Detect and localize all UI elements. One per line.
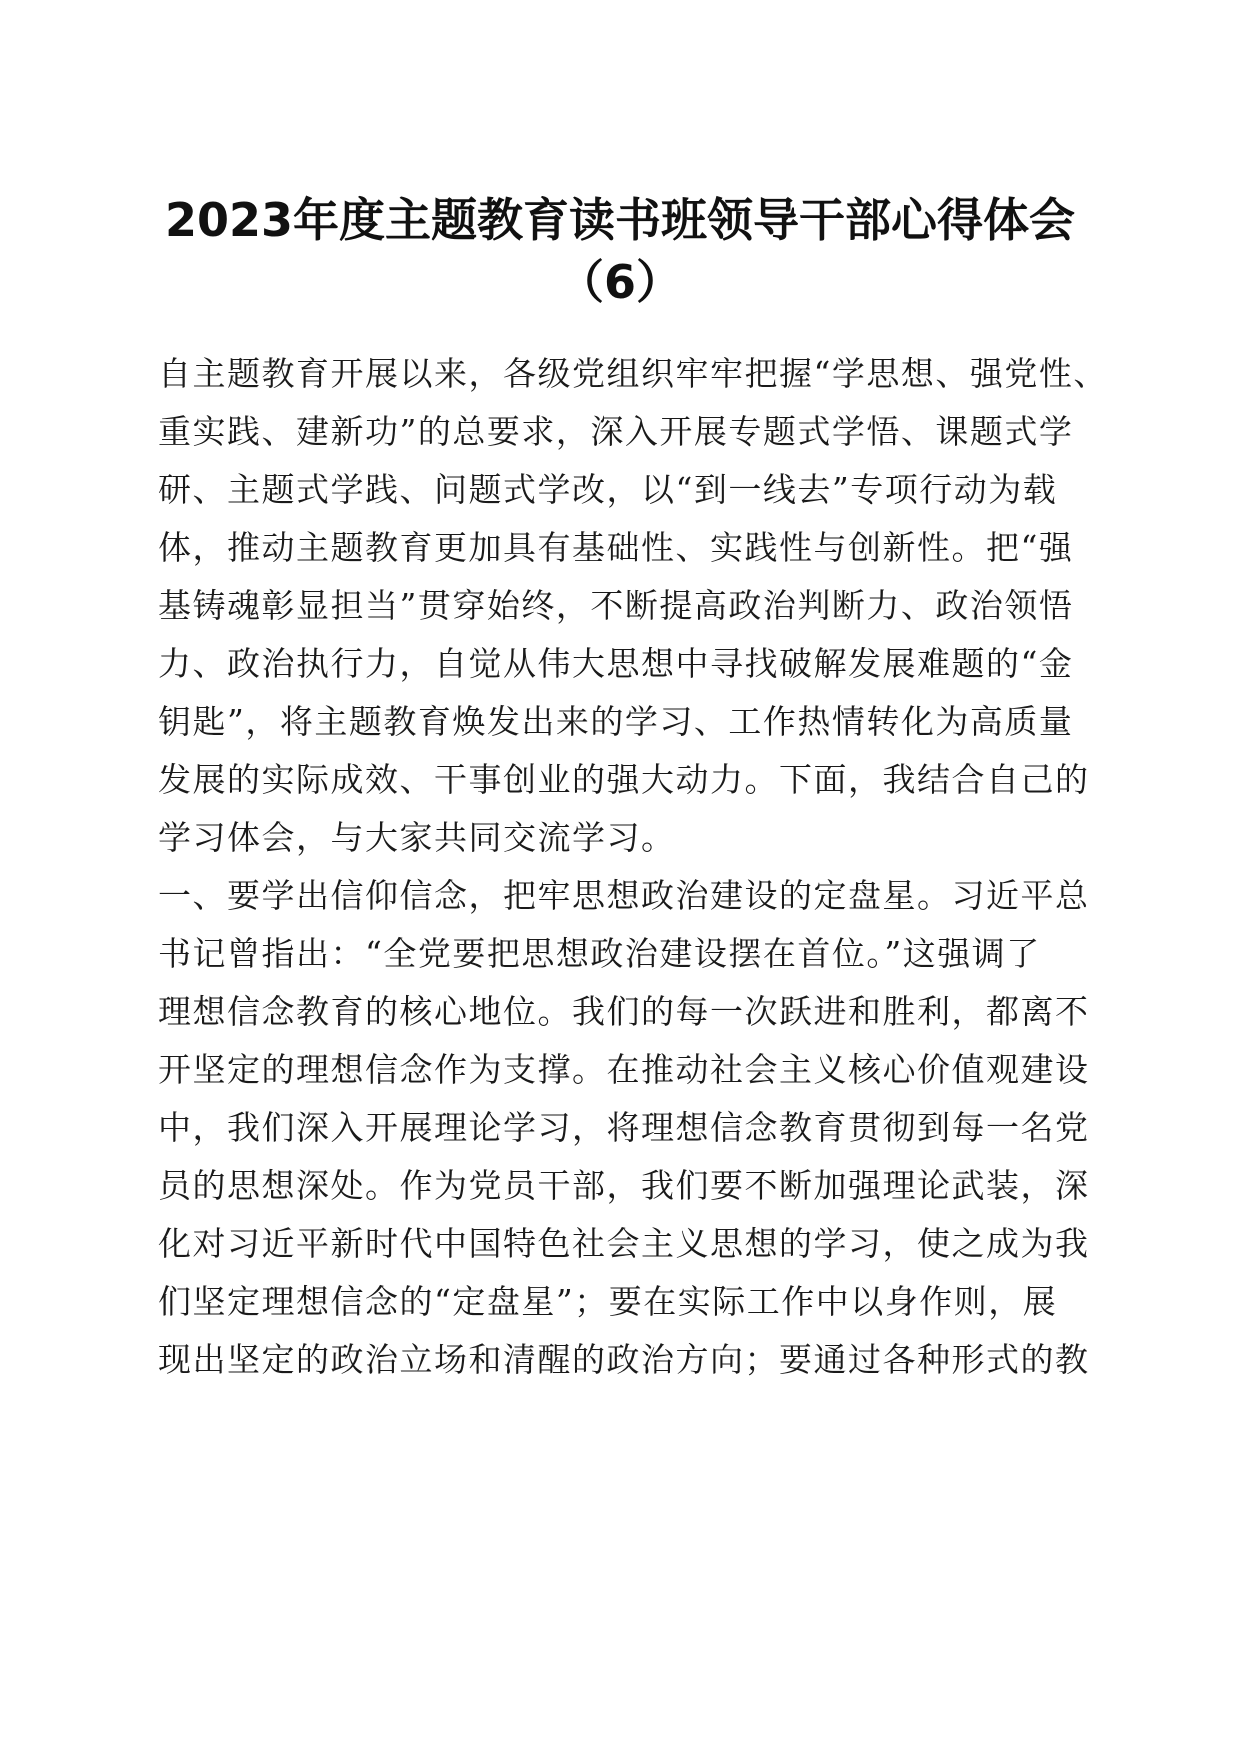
text-line: 钥匙”，将主题教育焕发出来的学习、工作热情转化为高质量 xyxy=(158,702,1074,741)
document-title: 2023年度主题教育读书班领导干部心得体会 xyxy=(164,193,1076,247)
text-line: 发展的实际成效、干事创业的强大动力。下面，我结合自己的 xyxy=(158,760,1090,799)
text-line: 开坚定的理想信念作为支撑。在推动社会主义核心价值观建设 xyxy=(158,1050,1090,1089)
section-heading-line: 一、要学出信仰信念，把牢思想政治建设的定盘星。习近平总 xyxy=(158,876,1090,915)
text-line: 化对习近平新时代中国特色社会主义思想的学习，使之成为我 xyxy=(158,1224,1090,1263)
text-line: 研、主题式学践、问题式学改，以“到一线去”专项行动为载 xyxy=(158,470,1058,509)
text-line: 体，推动主题教育更加具有基础性、实践性与创新性。把“强 xyxy=(158,528,1074,567)
text-line: 学习体会，与大家共同交流学习。 xyxy=(158,818,676,857)
text-line: 现出坚定的政治立场和清醒的政治方向；要通过各种形式的教 xyxy=(158,1340,1090,1379)
text-line: 力、政治执行力，自觉从伟大思想中寻找破解发展难题的“金 xyxy=(158,644,1074,683)
document-title-number: （6） xyxy=(557,255,682,309)
text-line: 基铸魂彰显担当”贯穿始终，不断提高政治判断力、政治领悟 xyxy=(158,586,1074,625)
text-line: 理想信念教育的核心地位。我们的每一次跃进和胜利，都离不 xyxy=(158,992,1090,1031)
text-line: 中，我们深入开展理论学习，将理想信念教育贯彻到每一名党 xyxy=(158,1108,1090,1147)
text-line: 员的思想深处。作为党员干部，我们要不断加强理论武装，深 xyxy=(158,1166,1090,1205)
text-line: 自主题教育开展以来，各级党组织牢牢把握“学思想、强党性、 xyxy=(158,354,1108,393)
text-line: 书记曾指出：“全党要把思想政治建设摆在首位。”这强调了 xyxy=(158,934,1041,973)
text-line: 重实践、建新功”的总要求，深入开展专题式学悟、课题式学 xyxy=(158,412,1074,451)
text-line: 们坚定理想信念的“定盘星”；要在实际工作中以身作则，展 xyxy=(158,1282,1058,1321)
